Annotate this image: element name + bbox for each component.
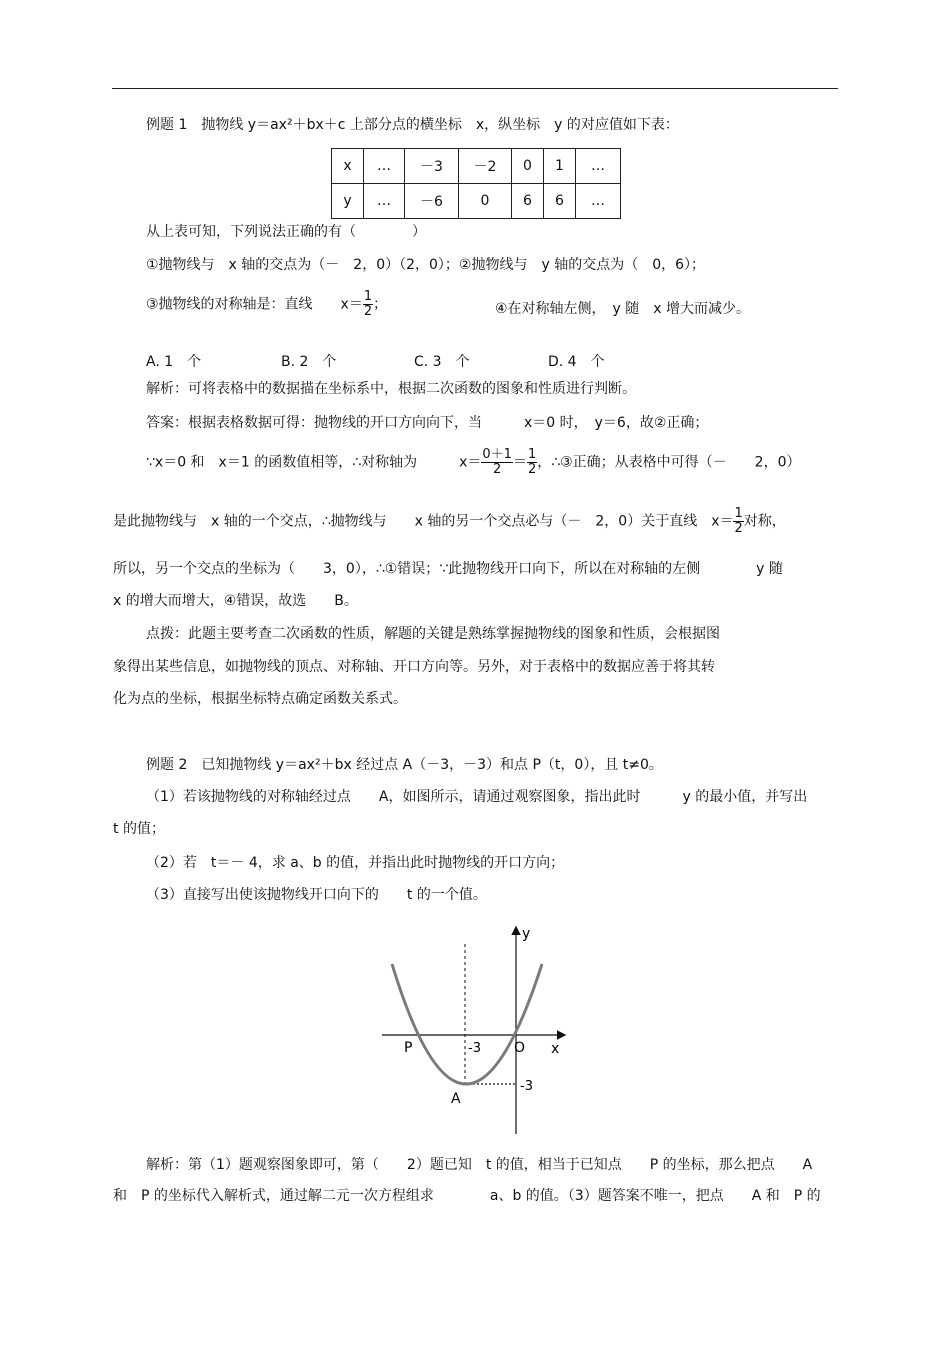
y-tick-minus-3: -3 [520, 1079, 533, 1094]
x-tick-minus-3: -3 [468, 1041, 481, 1056]
ex1-answer-line-2 [146, 448, 801, 477]
ex2-question-1-cont: t 的值； [113, 821, 165, 837]
fraction-denominator: 2 [363, 304, 373, 319]
ex1-tip-line-2: 象得出某些信息，如抛物线的顶点、对称轴、开口方向等。另外，对于表格中的数据应善于将其转 [113, 659, 715, 675]
parabola-figure [380, 922, 570, 1138]
fraction-denominator: 2 [493, 462, 502, 477]
fraction-numerator: 0＋1 [482, 447, 512, 462]
option-c: C. 3 个 [414, 354, 470, 370]
ex1-analysis: 解析：可将表格中的数据描在坐标系中，根据二次函数的图象和性质进行判断。 [146, 381, 636, 397]
table-cell: x [332, 149, 364, 184]
table-cell: －3 [405, 149, 459, 184]
table-cell: 6 [544, 184, 576, 219]
ex1-tip-line-1: 点拨：此题主要考查二次函数的性质，解题的关键是熟练掌握抛物线的图象和性质，会根据图 [146, 626, 720, 642]
option-d: D. 4 个 [548, 354, 605, 370]
ex1-statement-3 [146, 290, 387, 319]
ex1-answer-line-3 [113, 507, 786, 536]
statement-3-text: ③抛物线的对称轴是：直线 x＝ [146, 296, 363, 313]
ex1-title: 例题 1 抛物线 y＝ax²＋bx＋c 上部分点的横坐标 x，纵坐标 y 的对应值如下表： [146, 117, 679, 133]
parabola-curve [392, 964, 542, 1084]
ex2-question-3: （3）直接写出使该抛物线开口向下的 t 的一个值。 [146, 887, 487, 903]
fraction-one-half [527, 448, 537, 477]
ex1-answer-line-4: 所以，另一个交点的坐标为（ 3，0），∴①错误；∵此抛物线开口向下，所以在对称轴的左侧 y 随 [113, 561, 783, 577]
ex1-statements-1-2: ①抛物线与 x 轴的交点为（－ 2，0）（2，0）；②抛物线与 y 轴的交点为（ 0，6）； [146, 257, 706, 273]
ex1-statement-4: ④在对称轴左侧， y 随 x 增大而减少。 [495, 301, 751, 317]
fraction-one-half [363, 290, 373, 319]
table-cell: 1 [544, 149, 576, 184]
table-cell: … [364, 149, 405, 184]
table-cell: … [576, 149, 621, 184]
ex2-question-1: （1）若该抛物线的对称轴经过点 A，如图所示，请通过观察图象，指出此时 y 的最小值，并写出 [146, 789, 808, 805]
answer-text: 是此抛物线与 x 轴的一个交点，∴抛物线与 x 轴的另一个交点必与（－ 2，0）关于直线 x＝ [113, 513, 734, 530]
equals-sign: ＝ [512, 454, 527, 471]
table-cell: … [364, 184, 405, 219]
fraction-zero-plus-one-over-two [481, 448, 513, 477]
fraction-one-half [733, 507, 743, 536]
ex2-solution-line-2: 和 P 的坐标代入解析式，通过解二元一次方程组求 a、b 的值。（3）题答案不唯一，把点 A 和 P 的 [113, 1188, 821, 1204]
point-p-label: P [404, 1040, 413, 1056]
ex2-question-2: （2）若 t＝－ 4，求 a、b 的值，并指出此时抛物线的开口方向； [146, 855, 565, 871]
ex2-solution-line-1: 解析：第（1）题观察图象即可，第（ 2）题已知 t 的值，相当于已知点 P 的坐标，那么把点 A [146, 1157, 813, 1173]
fraction-denominator: 2 [734, 521, 743, 536]
table-cell: 6 [512, 184, 544, 219]
y-axis-label: y [522, 926, 531, 942]
header-rule [112, 88, 838, 89]
ex1-answer-line-5: x 的增大而增大，④错误，故选 B。 [113, 593, 358, 609]
table-row-x [332, 149, 621, 184]
table-row-y [332, 184, 621, 219]
table-cell: －6 [405, 184, 459, 219]
fraction-numerator: 1 [734, 506, 743, 521]
ex2-title: 例题 2 已知抛物线 y＝ax²＋bx 经过点 A（－3，－3）和点 P（t，0），且 t≠0。 [146, 757, 663, 773]
table-cell: 0 [512, 149, 544, 184]
fraction-numerator: 1 [527, 447, 537, 462]
ex1-answer-line-1: 答案：根据表格数据可得：抛物线的开口方向向下，当 x＝0 时， y＝6，故②正确； [146, 415, 709, 431]
table-cell: y [332, 184, 364, 219]
ex1-tip-line-3: 化为点的坐标，根据坐标特点确定函数关系式。 [113, 691, 407, 707]
answer-text: ∵x＝0 和 x＝1 的函数值相等，∴对称轴为 x＝ [146, 454, 482, 471]
ex1-question: 从上表可知，下列说法正确的有（ ） [146, 224, 426, 240]
value-table [331, 148, 621, 219]
table-cell: －2 [459, 149, 512, 184]
answer-text: ，∴③正确；从表格中可得（－ 2，0） [537, 454, 801, 471]
fraction-numerator: 1 [363, 289, 373, 304]
option-b: B. 2 个 [281, 354, 337, 370]
table-cell: … [576, 184, 621, 219]
point-a-label: A [451, 1091, 461, 1107]
table-cell: 0 [459, 184, 512, 219]
statement-3-end: ； [373, 296, 388, 313]
origin-label: O [514, 1040, 526, 1056]
answer-text: 对称， [743, 513, 786, 530]
option-a: A. 1 个 [146, 354, 202, 370]
x-axis-label: x [551, 1041, 560, 1057]
fraction-denominator: 2 [527, 462, 537, 477]
